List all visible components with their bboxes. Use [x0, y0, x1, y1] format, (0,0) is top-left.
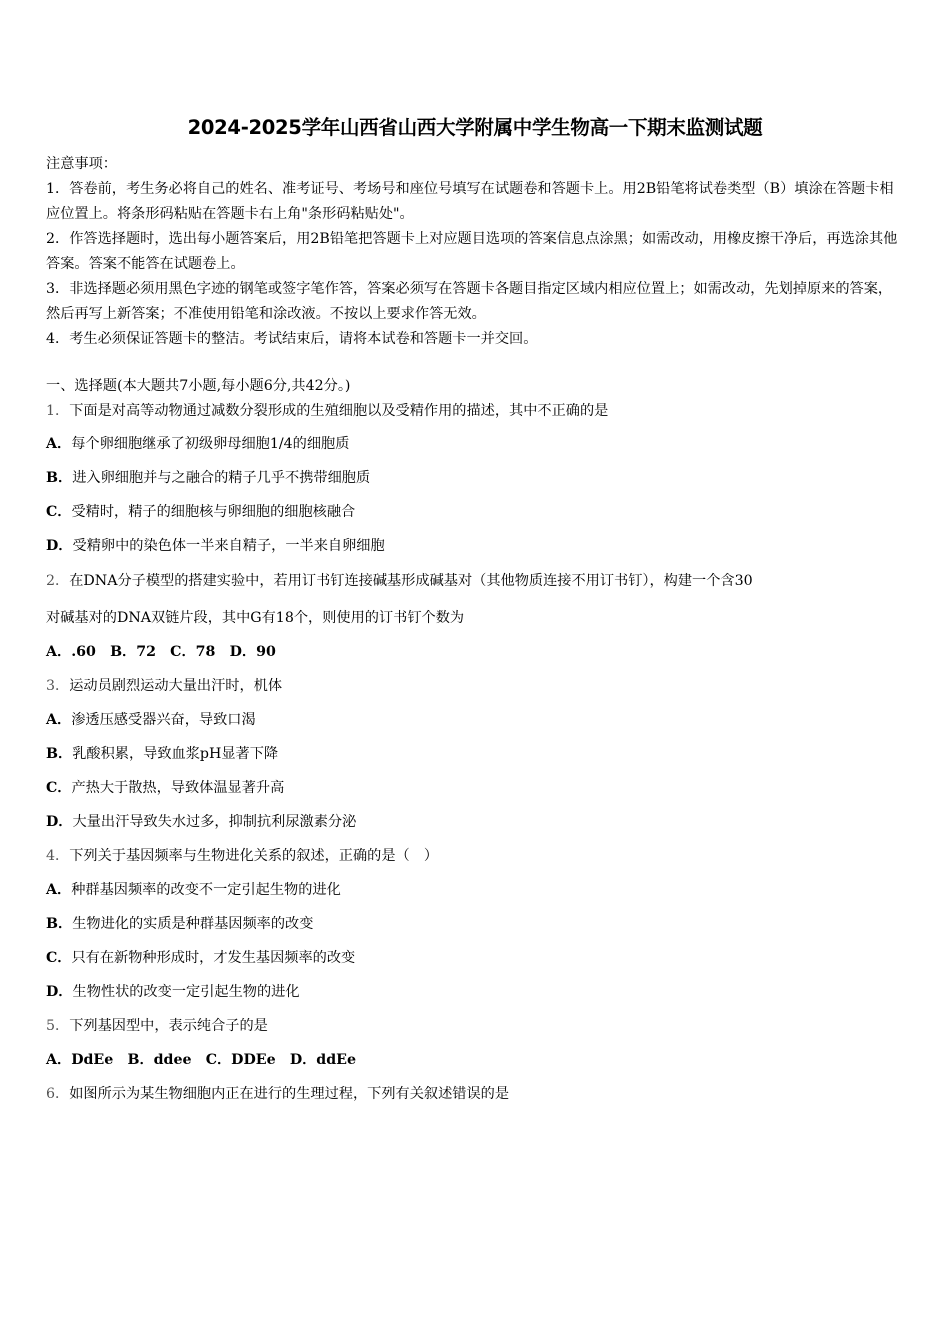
option-label: A． [46, 712, 72, 728]
question-number: 2． [46, 573, 70, 589]
option-text: 种群基因频率的改变不一定引起生物的进化 [71, 882, 341, 898]
option-b [46, 744, 278, 764]
option-text: 受精卵中的染色体一半来自精子，一半来自卵细胞 [72, 538, 385, 554]
question-stem: 运动员剧烈运动大量出汗时，机体 [69, 678, 283, 694]
notice-item: 3．非选择题必须用黑色字迹的钢笔或签字笔作答，答案必须写在答题卡各题目指定区域内相应位置上；如需改动，先划掉原来的答案，然后再写上新答案；不准使用铅笔和涂改液。不按以上要求作答无效。 [46, 281, 893, 322]
question-5-options: A．DdEe B．ddee C．DDEe D．ddEe [46, 1052, 356, 1068]
option-a [46, 880, 341, 900]
question-5 [46, 1016, 268, 1036]
question-stem: 下面是对高等动物通过减数分裂形成的生殖细胞以及受精作用的描述，其中不正确的是 [69, 403, 609, 419]
option-text: 大量出汗导致失水过多，抑制抗利尿激素分泌 [72, 814, 357, 830]
option-label: C． [46, 950, 72, 966]
question-2-options: A．.60 B．72 C．78 D．90 [46, 644, 276, 660]
option-d [46, 536, 385, 556]
notice-heading: 注意事项： [46, 156, 117, 172]
option-d [46, 812, 356, 832]
notice-item: 1．答卷前，考生务必将自己的姓名、准考证号、考场号和座位号填写在试题卷和答题卡上。用2B铅笔将试卷类型（B）填涂在答题卡相应位置上。将条形码粘贴在答题卡右上角"条形码粘贴处"。 [46, 181, 894, 222]
option-text: 每个卵细胞继承了初级卵母细胞1/4的细胞质 [71, 436, 350, 452]
option-text: 乳酸积累，导致血浆pH显著下降 [72, 746, 279, 762]
option-label: C． [46, 504, 72, 520]
option-label: A． [46, 882, 72, 898]
option-c [46, 778, 284, 798]
option-label: B． [46, 916, 73, 932]
option-label: B． [46, 746, 73, 762]
option-label: B． [46, 470, 73, 486]
option-text: 生物进化的实质是种群基因频率的改变 [72, 916, 314, 932]
page-title: 2024-2025学年山西省山西大学附属中学生物高一下期末监测试题 [187, 116, 763, 139]
option-b [46, 914, 313, 934]
notice-item: 4．考生必须保证答题卡的整洁。考试结束后，请将本试卷和答题卡一并交回。 [46, 331, 538, 347]
option-text: 产热大于散热，导致体温显著升高 [71, 780, 285, 796]
question-stem: 如图所示为某生物细胞内正在进行的生理过程，下列有关叙述错误的是 [69, 1086, 510, 1102]
question-stem: 下列基因型中，表示纯合子的是 [69, 1018, 268, 1034]
option-text: 生物性状的改变一定引起生物的进化 [72, 984, 300, 1000]
option-text: 受精时，精子的细胞核与卵细胞的细胞核融合 [71, 504, 356, 520]
option-label: D． [46, 814, 73, 830]
option-c [46, 502, 355, 522]
option-d [46, 982, 300, 1002]
question-number: 3． [46, 678, 70, 694]
question-number: 4． [46, 848, 70, 864]
option-c [46, 948, 355, 968]
question-6 [46, 1084, 509, 1104]
option-a [46, 710, 256, 730]
option-label: A． [46, 436, 72, 452]
notice-block [46, 152, 904, 352]
question-number: 5． [46, 1018, 70, 1034]
notice-item: 2．作答选择题时，选出每小题答案后，用2B铅笔把答题卡上对应题目选项的答案信息点涂黑；如需改动，用橡皮擦干净后，再选涂其他答案。答案不能答在试题卷上。 [46, 231, 898, 272]
option-b [46, 468, 370, 488]
question-2-continued: 对碱基对的DNA双链片段，其中G有18个，则使用的订书钉个数为 [46, 610, 465, 626]
question-number: 6． [46, 1086, 70, 1102]
option-text: 进入卵细胞并与之融合的精子几乎不携带细胞质 [72, 470, 371, 486]
option-text: 只有在新物种形成时，才发生基因频率的改变 [71, 950, 356, 966]
option-label: D． [46, 538, 73, 554]
question-3 [46, 676, 282, 696]
question-4 [46, 846, 438, 866]
question-stem: 在DNA分子模型的搭建实验中，若用订书钉连接碱基形成碱基对（其他物质连接不用订书钉），构建一个含30 [69, 573, 753, 589]
question-2 [46, 571, 753, 591]
question-number: 1． [46, 403, 70, 419]
question-1 [46, 401, 608, 421]
question-stem: 下列关于基因频率与生物进化关系的叙述，正确的是（ ） [69, 848, 439, 864]
option-text: 渗透压感受器兴奋，导致口渴 [71, 712, 256, 728]
section-heading: 一、选择题(本大题共7小题,每小题6分,共42分。) [46, 378, 351, 394]
option-label: D． [46, 984, 73, 1000]
option-a [46, 434, 349, 454]
option-label: C． [46, 780, 72, 796]
